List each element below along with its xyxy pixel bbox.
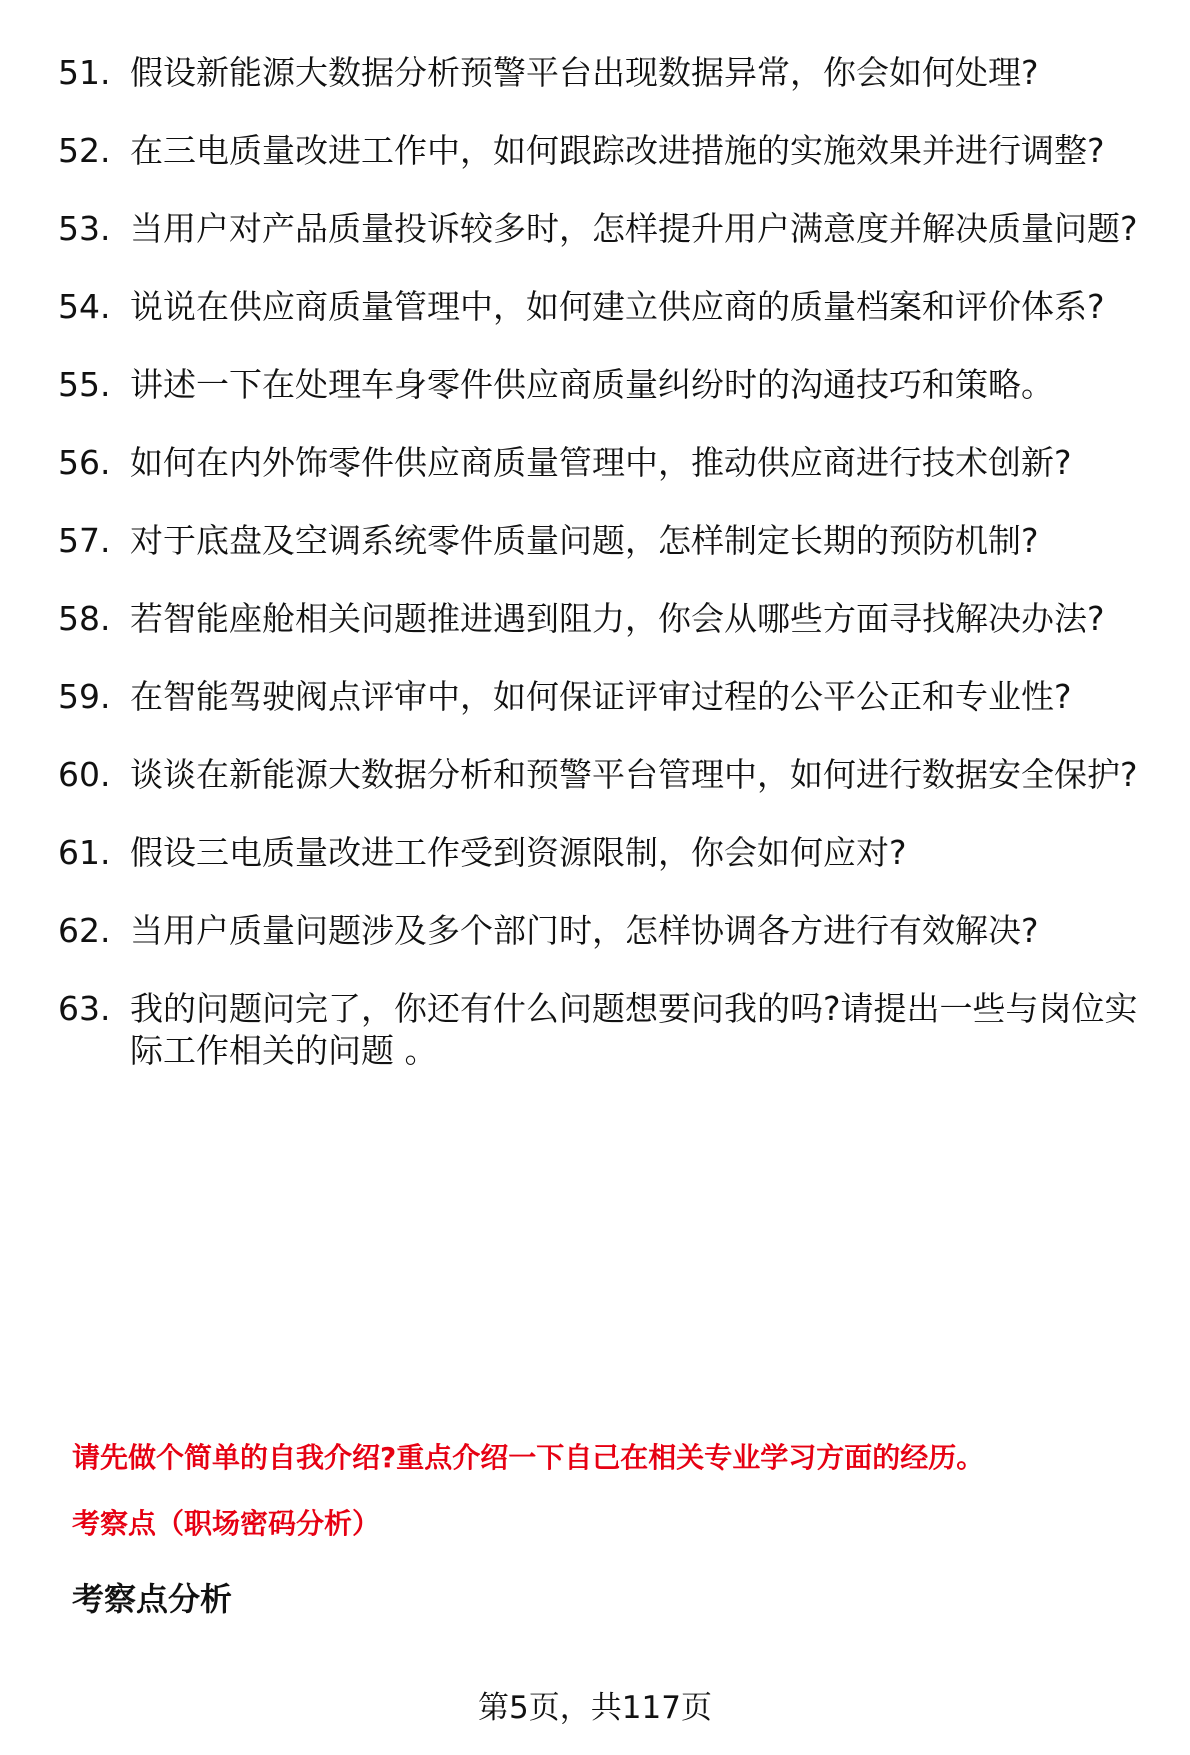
- question-number: 58.: [58, 599, 111, 638]
- question-text: 讲述一下在处理车身零件供应商质量纠纷时的沟通技巧和策略。: [130, 365, 1054, 404]
- question-item: [58, 598, 1148, 640]
- question-text: 谈谈在新能源大数据分析和预警平台管理中，如何进行数据安全保护?: [130, 755, 1138, 794]
- question-number: 54.: [58, 287, 111, 326]
- question-item: [58, 286, 1148, 328]
- kaochadian-label: 考察点（职场密码分析）: [72, 1507, 381, 1540]
- page-number: 第5页，共117页: [478, 1690, 712, 1726]
- analysis-heading: 考察点分析: [72, 1580, 233, 1618]
- question-number: 57.: [58, 521, 111, 560]
- question-text: 对于底盘及空调系统零件质量问题，怎样制定长期的预防机制?: [130, 521, 1039, 560]
- question-item: [58, 52, 1148, 94]
- question-number: 60.: [58, 755, 111, 794]
- question-number: 63.: [58, 989, 111, 1028]
- question-item: [58, 208, 1148, 250]
- question-text: 假设新能源大数据分析预警平台出现数据异常，你会如何处理?: [130, 53, 1039, 92]
- question-number: 55.: [58, 365, 111, 404]
- question-list: [58, 52, 1148, 1108]
- question-text: 我的问题问完了，你还有什么问题想要问我的吗?请提出一些与岗位实际工作相关的问题 。: [130, 989, 1138, 1070]
- question-item: [58, 754, 1148, 796]
- question-text: 当用户质量问题涉及多个部门时，怎样协调各方进行有效解决?: [130, 911, 1039, 950]
- question-number: 52.: [58, 131, 111, 170]
- question-item: [58, 988, 1148, 1072]
- question-number: 59.: [58, 677, 111, 716]
- question-number: 56.: [58, 443, 111, 482]
- question-item: [58, 520, 1148, 562]
- question-text: 假设三电质量改进工作受到资源限制，你会如何应对?: [130, 833, 907, 872]
- intro-question: 请先做个简单的自我介绍?重点介绍一下自己在相关专业学习方面的经历。: [72, 1441, 985, 1474]
- question-item: [58, 442, 1148, 484]
- question-text: 说说在供应商质量管理中，如何建立供应商的质量档案和评价体系?: [130, 287, 1105, 326]
- question-item: [58, 130, 1148, 172]
- question-text: 若智能座舱相关问题推进遇到阻力，你会从哪些方面寻找解决办法?: [130, 599, 1105, 638]
- question-text: 在三电质量改进工作中，如何跟踪改进措施的实施效果并进行调整?: [130, 131, 1105, 170]
- question-number: 51.: [58, 53, 111, 92]
- question-item: [58, 910, 1148, 952]
- question-item: [58, 364, 1148, 406]
- question-number: 61.: [58, 833, 111, 872]
- question-text: 如何在内外饰零件供应商质量管理中，推动供应商进行技术创新?: [130, 443, 1072, 482]
- question-text: 在智能驾驶阀点评审中，如何保证评审过程的公平公正和专业性?: [130, 677, 1072, 716]
- question-item: [58, 676, 1148, 718]
- question-number: 62.: [58, 911, 111, 950]
- question-number: 53.: [58, 209, 111, 248]
- question-item: [58, 832, 1148, 874]
- question-text: 当用户对产品质量投诉较多时，怎样提升用户满意度并解决质量问题?: [130, 209, 1138, 248]
